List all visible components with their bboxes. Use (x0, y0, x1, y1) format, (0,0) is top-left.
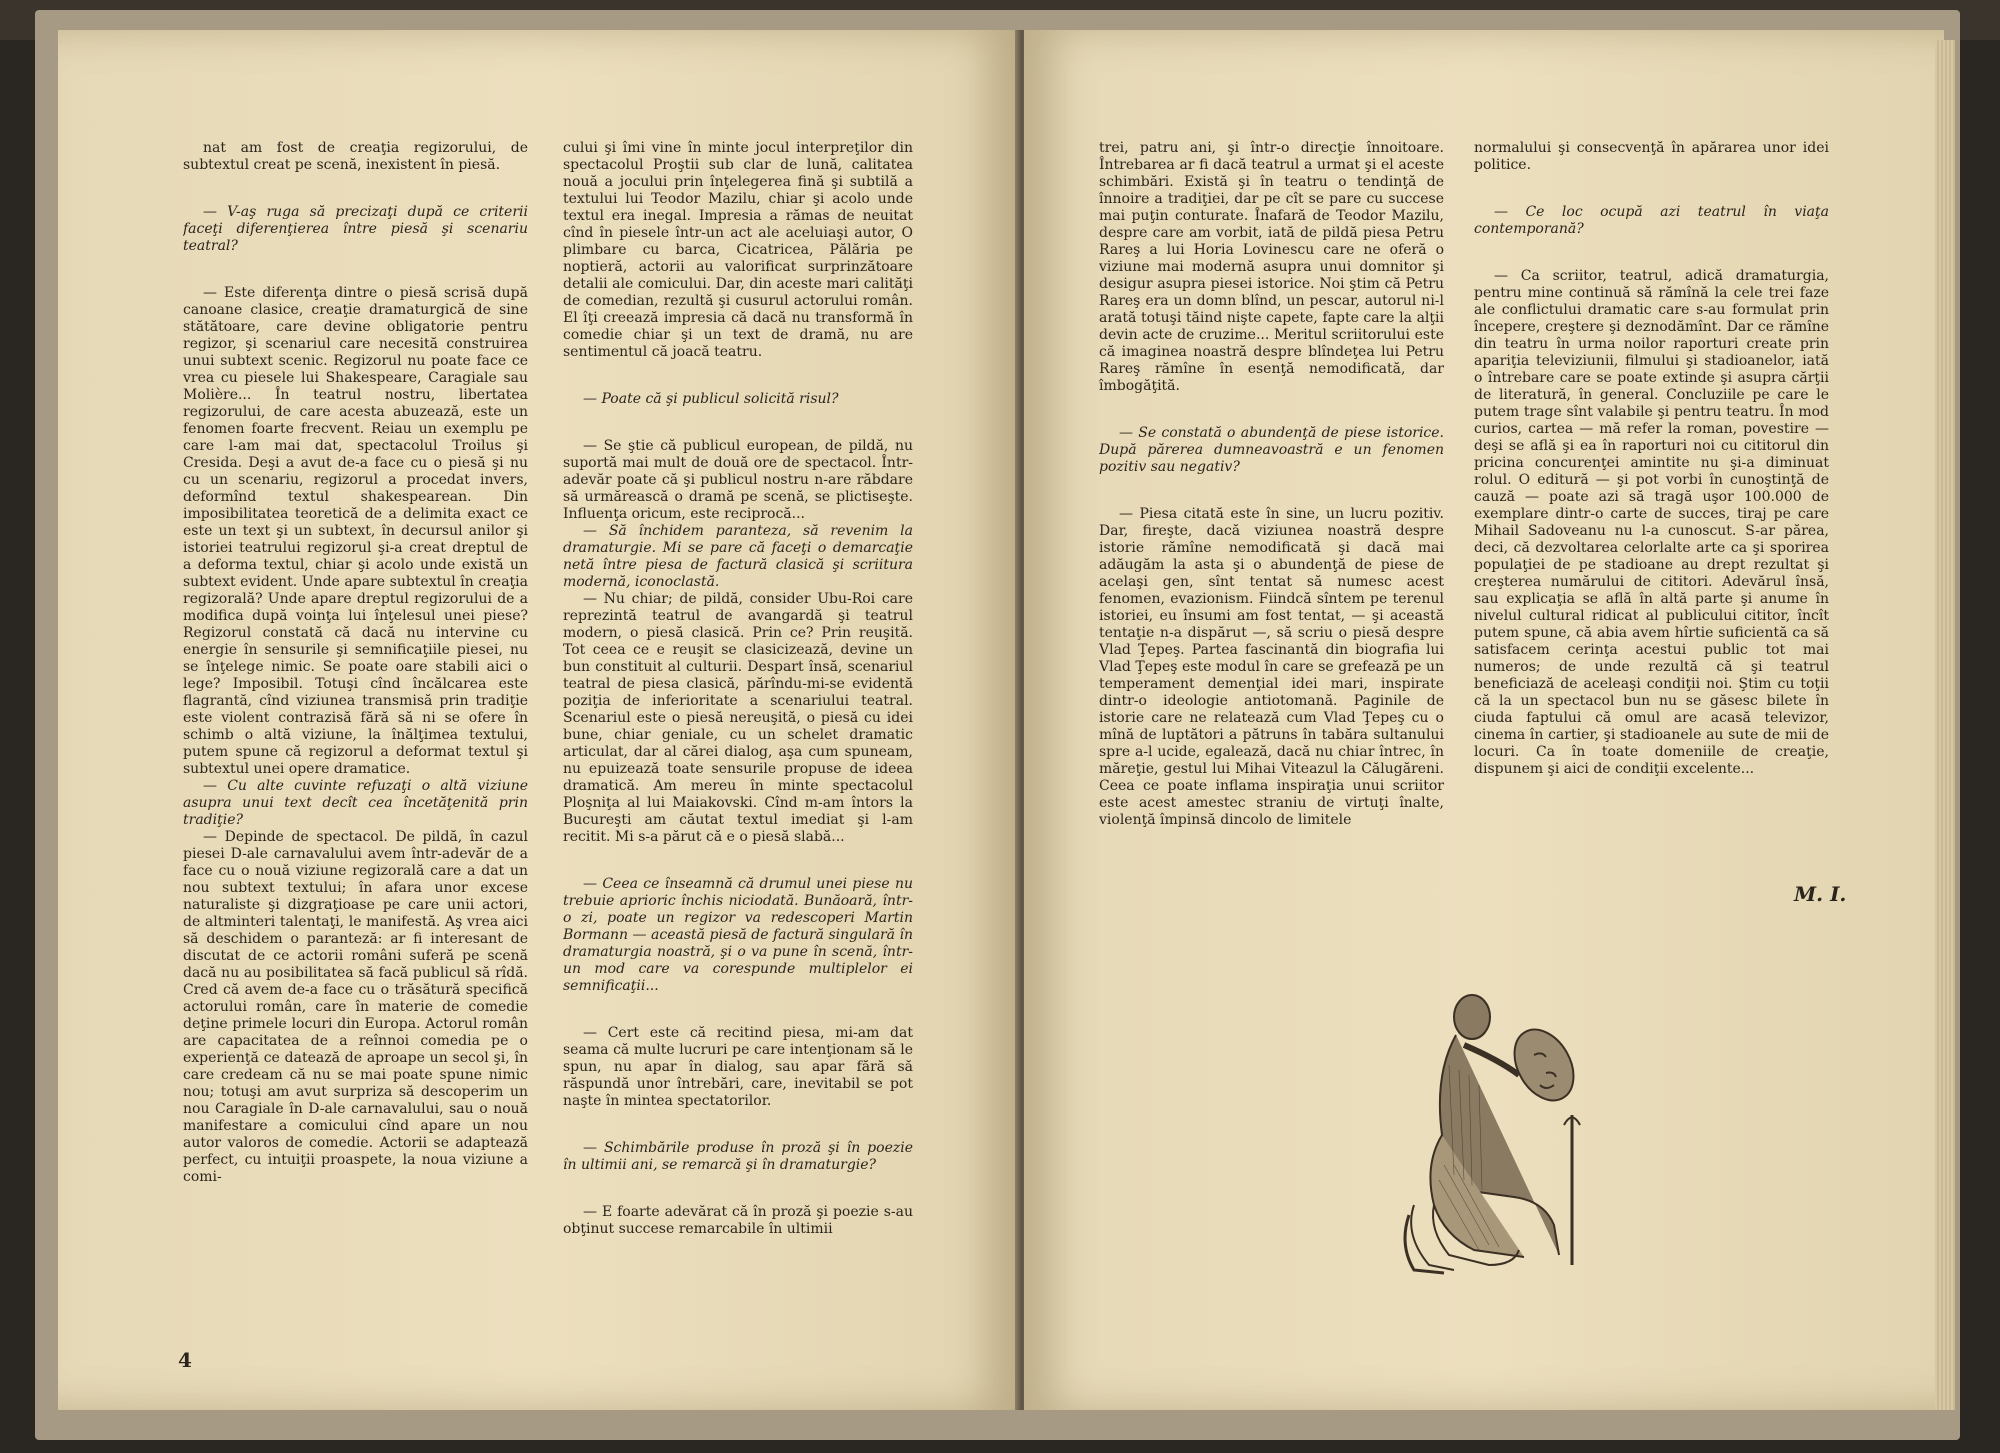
interview-question: — Se constată o abundenţă de piese istorice. După părerea dumneavoastră e un fenomen pozitiv sau negativ? (1099, 425, 1444, 475)
page-edges (1935, 40, 1955, 1410)
interview-question: — Poate că şi publicul solicită risul? (583, 391, 839, 407)
interview-answer: — Piesa citată este în sine, un lucru pozitiv. Dar, fireşte, dacă viziunea noastră despre istorie rămîne nemodificată şi dacă mai adăugăm la asta şi o abundenţă de piese de acelaşi gen, sînt tentat să numesc acest fenomen, evazionism. Fiindcă sîntem pe terenul istoriei, eu însumi am fost tentat, — şi această tentaţie n-a dispărut —, să scriu o piesă despre Vlad Ţepeş. Partea fascinantă din biografia lui Vlad Ţepeş este modul în care se grefează pe un temperament demenţial idei mari, inspirate dintr-o ideologie antiotomană. Paginile de istorie care ne relatează cum Vlad Ţepeş cu o mînă de luptători a pătruns în tabăra sultanului spre a-l ucide, egalează, dacă nu chiar întrec, în măreţie, gestul lui Mihai Viteazul la Călugăreni. Ceea ce poate inflama inspiraţia unui scriitor este acest amestec straniu de virtuţi înalte, violenţă împinsă dincolo de limitele (1099, 506, 1444, 828)
interview-answer: — Este diferenţa dintre o piesă scrisă după canoane clasice, creaţie dramaturgică de sine stătătoare, care devine obligatorie pentru regizor, şi scenariul care necesită construirea unui subtext scenic. Regizorul nu poate face ce vrea cu piesele lui Shakespeare, Caragiale sau Molière... În teatrul nostru, libertatea regizorului, de care acesta abuzează, este un fenomen foarte frecvent. Reiau un exemplu pe care l-am mai dat, spectacolul Troilus şi Cresida. Deşi a avut de-a face cu o piesă şi nu cu un scenariu, regizorul a procedat invers, deformînd textul shakespearean. Din imposibilitatea teoretică de a delimita exact ce este un text şi un subtext, în decursul anilor şi istoriei teatrului regizorul şi-a creat dreptul de a deforma textul, chiar şi acolo unde există un subtext evident. Unde apare subtextul în creaţia regizorală? Unde apare dreptul regizorului de a modifica după voinţa lui înţelesul unei piese? Regizorul constată că dacă nu intervine cu energie în sensurile şi semnificaţiile piesei, nu se înţelege nimic. Se poate oare stabili aici o lege? Imposibil. Totuşi cînd încălcarea este flagrantă, cînd viziunea transmisă prin tradiţie este violent contrazisă fără să ni se ofere în schimb o altă viziune, la înălţimea textului, putem spune că regizorul a deformat textul şi subtextul unei opere dramatice. (183, 285, 528, 777)
interview-answer: — Nu chiar; de pildă, consider Ubu-Roi care reprezintă teatrul de avangardă şi teatrul modern, o piesă clasică. Prin ce? Prin reuşită. Tot ceea ce e reuşit se clasicizează, devine un bun constituit al culturii. Despart însă, scenariul teatral de piesa clasică, părîndu-mi-se evidentă poziţia de inferioritate a scenariului teatral. Scenariul este o piesă nereuşită, o piesă cu idei bune, chiar geniale, cu un schelet dramatic articulat, dar al cărei dialog, aşa cum spuneam, nu epuizează toate sensurile propuse de ideea dramatică. Am mereu în minte spectacolul Ploşniţa al lui Maiakovski. Cînd m-am întors la Bucureşti am căutat textul imediat şi l-am recitit. Mi s-a părut că e o piesă slabă... (563, 591, 913, 845)
interview-answer: — Depinde de spectacol. De pildă, în cazul piesei D-ale carnavalului avem într-adevăr de a face cu o nouă viziune regizorală care a dat un nou subtext textului; în afara unor excese naturaliste şi dizgraţioase pe care unii actori, de altminteri talentaţi, le manifestă. Aş vrea aici să deschidem o paranteză: ar fi interesant de discutat de ce actorii români suferă pe scenă dacă nu au posibilitatea să facă publicul să rîdă. Cred că avem de-a face cu o trăsătură specifică actorului român, care în materie de comedie deţine primele locuri din Europa. Actorul român are capacitatea de a reînnoi comedia pe o experienţă ce datează de aproape un secol şi, în care credeam că nu se mai poate spune nimic nou; totuşi am avut surpriza să descoperim un nou Caragiale în D-ale carnavalului, sau o nouă manifestare a comicului cînd apare un nou autor valoros de comedie. Actorii se adaptează perfect, cu intuiţii proaspete, la noua viziune a comi- (183, 829, 528, 1185)
interview-question: — V-aş ruga să precizaţi după ce criterii faceţi diferenţierea între piesă şi scenariu teatral? (183, 204, 528, 254)
interview-question: — Ce loc ocupă azi teatrul în viaţa contemporană? (1474, 204, 1829, 237)
seated-figure-mask-illustration (1394, 965, 1604, 1275)
column-1 (183, 140, 528, 1330)
interview-answer: normalului şi consecvenţă în apărarea unor idei politice. (1474, 140, 1829, 173)
left-page (58, 30, 1018, 1410)
interview-question: — Ceea ce înseamnă că drumul unei piese nu trebuie aprioric închis niciodată. Bunăoară, într-o zi, poate un regizor va redescoperi Martin Bormann — această piesă de factură singulară în dramaturgia noastră, şi o va pune în scenă, într-un mod care va corespunde multiplelor ei semnificaţii... (563, 876, 913, 994)
interview-answer: — Se ştie că publicul european, de pildă, nu suportă mai mult de două ore de spectacol. Într-adevăr poate că şi publicul nostru n-are răbdare să urmărească o dramă pe scenă, se plictiseşte. Influenţa oricum, este reciprocă... (563, 438, 913, 522)
column-4 (1474, 140, 1829, 900)
author-signature: M. I. (1794, 882, 1847, 906)
interview-answer: — Cert este că recitind piesa, mi-am dat seama că multe lucruri pe care intenţionam să le spun, nu apar în dialog, sau apar fără să răspundă unor întrebări, care, inevitabil se pot naşte în mintea spectatorilor. (563, 1025, 913, 1109)
page-number: 4 (178, 1348, 192, 1372)
interview-question: — Să închidem paranteza, să revenim la dramaturgie. Mi se pare că faceţi o demarcaţie netă între piesa de factură clasică şi scriitura modernă, iconoclastă. (563, 523, 913, 590)
interview-question: — Schimbările produse în proză şi în poezie în ultimii ani, se remarcă şi în dramaturgie? (563, 1140, 913, 1173)
column-3 (1099, 140, 1444, 900)
interview-answer: — Ca scriitor, teatrul, adică dramaturgia, pentru mine continuă să rămînă la cele trei faze ale conflictului dramatic care s-au formulat prin începere, creştere şi deznodămînt. Dar ce rămîne din teatru în urma noilor raporturi create prin apariţia televiziunii, filmului şi stadioanelor, iată o întrebare care se poate extinde şi asupra cărţii de literatură, în general. Concluziile pe care le putem trage sînt valabile şi pentru teatru. În mod curios, cartea — mă refer la roman, povestire — deşi se află şi ea în raporturi noi cu cititorul din pricina concurenţei amintite nu şi-a diminuat rolul. O editură — şi pot vorbi în cunoştinţă de cauză — poate azi să tragă uşor 100.000 de exemplare dintr-o carte de succes, tiraj pe care Mihail Sadoveanu nu l-a cunoscut. S-ar părea, deci, că dezvoltarea celorlalte arte ca şi sporirea populaţiei de pe stadioane au drept rezultat şi creşterea numărului de cititori. Adevărul însă, sau explicaţia se află în altă parte şi anume în nivelul cultural ridicat al publicului cititor, încît putem spune, că abia avem hîrtie suficientă ca să satisfacem cerinţa acestui public tot mai numeros; de unde rezultă că şi teatrul beneficiază de aceleaşi condiţii noi. Ştim cu toţii că la un spectacol bun nu se găsesc bilete în ciuda faptului că omul are acasă televizor, cinema în cartier, şi stadioanele au sute de mii de locuri. Ca în toate domeniile de creaţie, dispunem şi aici de condiţii excelente... (1474, 268, 1829, 777)
interview-answer: trei, patru ani, şi într-o direcţie înnoitoare. Întrebarea ar fi dacă teatrul a urmat şi el aceste schimbări. Există şi în teatru o tendinţă de înnoire a tradiţiei, dar pe cît se pare cu succese mai puţin conturate. Înafară de Teodor Mazilu, despre care am vorbit, iată de pildă piesa Petru Rareş a lui Horia Lovinescu care ne oferă o viziune mai modernă asupra unui domnitor şi desigur asupra piesei istorice. Noi ştim că Petru Rareş era un domn blînd, un pescar, autorul ni-l arată totuşi tăind nişte capete, fapte care la alţii devin acte de cruzime... Meritul scriitorului este că imaginea noastră despre blîndeţea lui Petru Rareş rămîne în esenţă nemodificată, dar îmbogăţită. (1099, 140, 1444, 394)
interview-answer: nat am fost de creaţia regizorului, de subtextul creat pe scenă, inexistent în piesă. (183, 140, 528, 173)
right-page (1024, 30, 1944, 1410)
interview-question: — Cu alte cuvinte refuzaţi o altă viziune asupra unui text decît cea încetăţenită prin tradiţie? (183, 778, 528, 828)
column-2 (563, 140, 913, 1330)
interview-answer: cului şi îmi vine în minte jocul interpreţilor din spectacolul Proştii sub clar de lună, calitatea nouă a jocului prin înţelegerea fină şi subtilă a textului lui Teodor Mazilu, chiar şi acolo unde textul era inegal. Impresia a rămas de neuitat cînd în piesele într-un act ale aceluiaşi autor, O plimbare cu barca, Cicatricea, Pălăria pe noptieră, actorii au valorificat surprinzătoare detalii ale comicului. Dar, din aceste mari calităţi de comedian, rezultă şi cusurul actorului român. El îţi creează impresia că dacă nu transformă în comedie chiar şi un text de dramă, nu are sentimentul că joacă teatru. (563, 140, 913, 360)
interview-answer: — E foarte adevărat că în proză şi poezie s-au obţinut succese remarcabile în ultimii (563, 1204, 913, 1237)
